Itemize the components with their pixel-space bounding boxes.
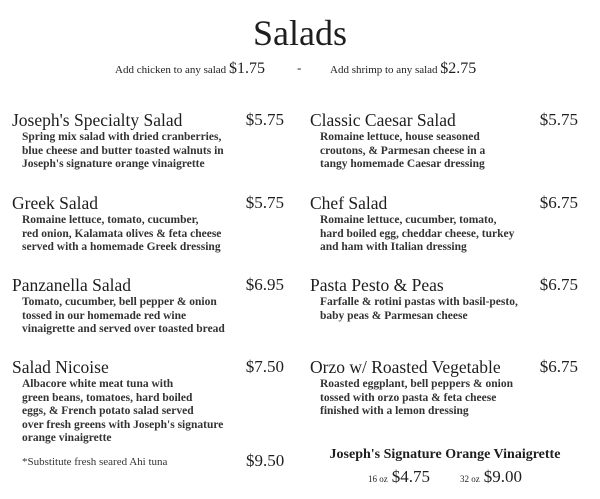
menu-item — [310, 357, 578, 419]
substitute-price: $9.50 — [246, 451, 285, 470]
description-line: hard boiled egg, cheddar cheese, turkey — [320, 227, 515, 240]
description-line: red onion, Kalamata olives & feta cheese — [22, 227, 222, 240]
addon-label: Add chicken to any salad — [115, 64, 227, 76]
size-price: $4.75 — [391, 467, 430, 486]
description-line: baby peas & Parmesan cheese — [320, 309, 468, 322]
item-description — [22, 131, 284, 172]
description-line: Tomato, cucumber, bell pepper & onion — [22, 296, 217, 308]
item-name: Chef Salad — [310, 193, 388, 213]
page-title: Salads — [253, 13, 347, 53]
item-description — [22, 214, 284, 255]
description-line: tangy homemade Caesar dressing — [320, 158, 485, 171]
description-line: Spring mix salad with dried cranberries, — [22, 131, 222, 143]
description-line: orange vinaigrette — [22, 432, 112, 445]
description-line: croutons, & Parmesan cheese in a — [320, 144, 486, 157]
description-line: eggs, & French potato salad served — [22, 405, 194, 418]
description-line: Romaine lettuce, house seasoned — [320, 131, 480, 143]
substitute-note: *Substitute fresh seared Ahi tuna — [22, 456, 168, 468]
item-price: $5.75 — [245, 193, 284, 212]
menu-item — [12, 357, 284, 446]
item-name: Greek Salad — [12, 193, 99, 213]
menu-item — [310, 110, 578, 172]
item-price: $7.50 — [245, 357, 284, 376]
vinaigrette-sizes — [300, 467, 590, 487]
description-line: finished with a lemon dressing — [320, 405, 469, 418]
description-line: green beans, tomatoes, hard boiled — [22, 391, 193, 404]
size-label: 16 oz — [368, 474, 388, 484]
item-name: Classic Caesar Salad — [310, 110, 456, 130]
item-price: $6.75 — [539, 193, 578, 212]
item-price: $5.75 — [539, 110, 578, 129]
menu-item — [12, 193, 284, 255]
description-line: Romaine lettuce, cucumber, tomato, — [320, 214, 497, 226]
description-line: Farfalle & rotini pastas with basil-pesto, — [320, 296, 518, 308]
addon-price: $1.75 — [228, 60, 265, 77]
description-line: Albacore white meat tuna with — [22, 378, 174, 390]
item-description — [320, 296, 578, 323]
separator: - — [297, 60, 302, 75]
item-price: $6.95 — [245, 275, 284, 294]
item-description — [320, 131, 578, 172]
addon-shrimp — [330, 60, 476, 78]
item-name: Pasta Pesto & Peas — [310, 275, 444, 295]
size-price: $9.00 — [483, 467, 522, 486]
menu-item — [310, 193, 578, 255]
description-line: Roasted eggplant, bell peppers & onion — [320, 378, 513, 390]
description-line: over fresh greens with Joseph's signature — [22, 418, 224, 431]
menu-item — [310, 275, 578, 323]
item-name: Joseph's Specialty Salad — [12, 110, 183, 130]
item-description — [320, 214, 578, 255]
item-price: $6.75 — [539, 357, 578, 376]
addon-chicken — [115, 60, 265, 78]
menu-item — [12, 110, 284, 172]
item-name: Panzanella Salad — [12, 275, 132, 295]
item-price: $6.75 — [539, 275, 578, 294]
size-label: 32 oz — [460, 474, 480, 484]
item-name: Orzo w/ Roasted Vegetable — [310, 357, 501, 377]
item-name: Salad Nicoise — [12, 357, 109, 377]
description-line: tossed with orzo pasta & feta cheese — [320, 391, 497, 404]
description-line: served with a homemade Greek dressing — [22, 241, 221, 254]
description-line: Romaine lettuce, tomato, cucumber, — [22, 214, 199, 226]
item-description — [22, 296, 284, 337]
addon-label: Add shrimp to any salad — [330, 64, 438, 76]
item-description — [22, 378, 284, 446]
description-line: tossed in our homemade red wine — [22, 309, 187, 322]
description-line: and ham with Italian dressing — [320, 241, 467, 254]
menu-item — [12, 275, 284, 337]
description-line: Joseph's signature orange vinaigrette — [22, 158, 205, 171]
addon-price: $2.75 — [440, 60, 477, 77]
item-description — [320, 378, 578, 419]
description-line: vinaigrette and served over toasted bread — [22, 323, 225, 336]
item-price: $5.75 — [245, 110, 284, 129]
vinaigrette-title: Joseph's Signature Orange Vinaigrette — [329, 447, 561, 462]
description-line: blue cheese and butter toasted walnuts in — [22, 144, 224, 157]
